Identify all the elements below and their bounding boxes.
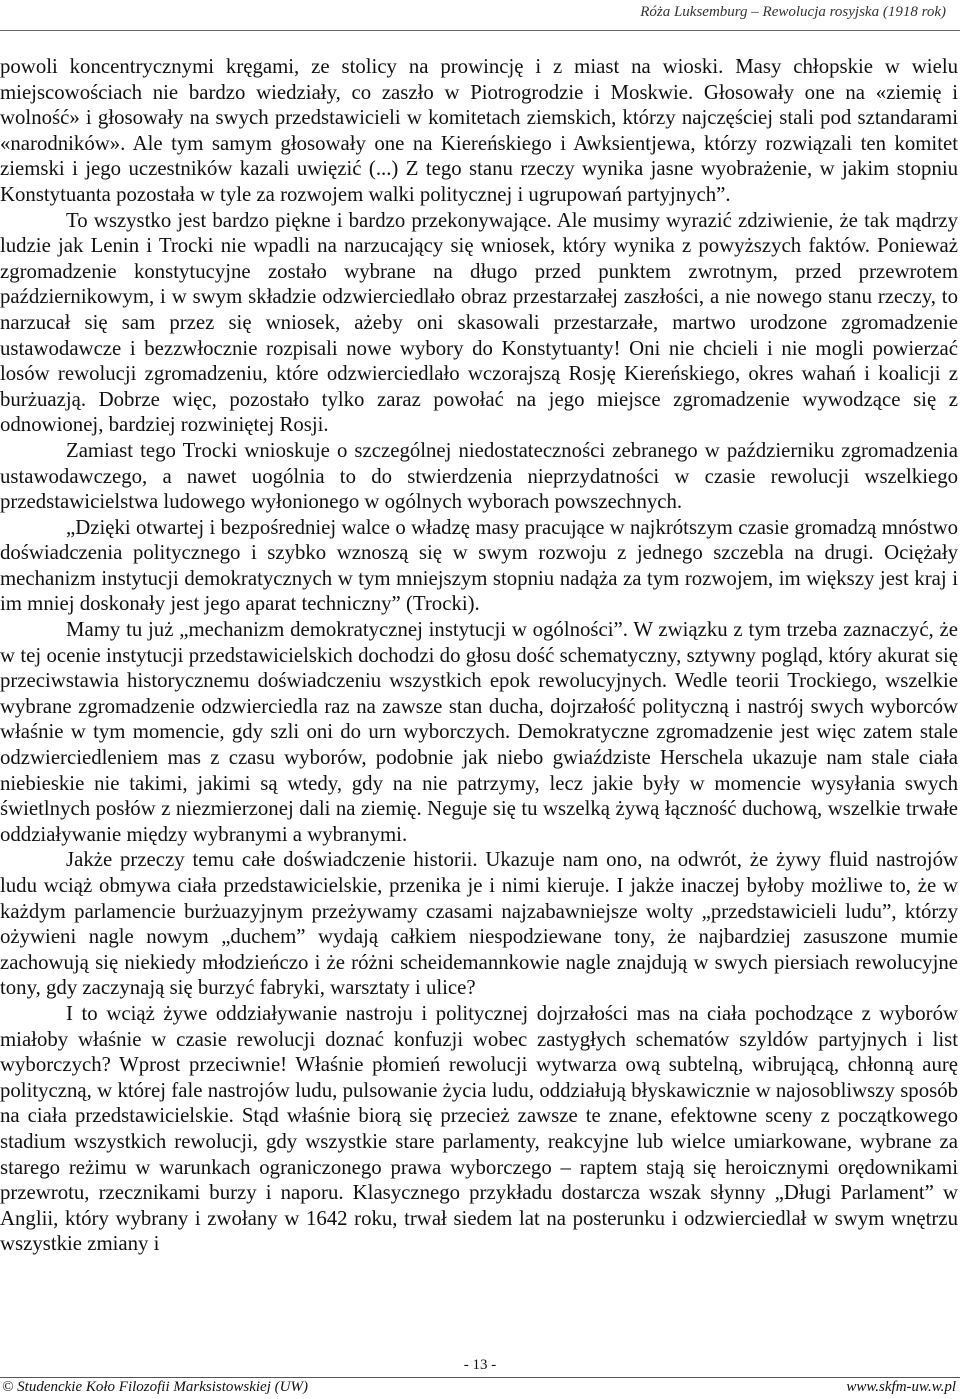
footer-website-link[interactable]: www.skfm-uw.w.pl	[846, 1379, 956, 1395]
paragraph-6: Jakże przeczy temu całe doświadczenie historii. Ukazuje nam ono, na odwrót, że żywy fluid nastrojów ludu wciąż obmywa ciała przedstawicielskie, przenika je i nimi kieruje. I jakże inaczej byłoby możliwe to, że w każdym parlamencie burżuazyjnym przeżywamy czasami najzabawniejsze wolty „przedstawicieli ludu”, którzy ożywieni nagle nowym „duchem” wydają całkiem niespodziewane tony, że najbardziej zasuszone mumie zachowują się niekiedy młodzieńczo i że różni scheidemannkowie nagle znajdują w swych piersiach rewolucyjne tony, gdy zaczynają się burzyć fabryki, warsztaty i ulice?	[0, 848, 958, 1000]
paragraph-7: I to wciąż żywe oddziaływanie nastroju i politycznej dojrzałości mas na ciała pochodzące z wyborów miałoby właśnie w czasie rewolucji doznać konfuzji wobec zastygłych schematów szyldów partyjnych i list wyborczych? Wprost przeciwnie! Właśnie płomień rewolucji wytwarza ową subtelną, wibrującą, chłonną aurę polityczną, w której fale nastrojów ludu, pulsowanie życia ludu, oddziałują błyskawicznie w najosobliwszy sposób na ciała przedstawicielskie. Stąd właśnie biorą się przecież zawsze te znane, efektowne sceny z początkowego stadium wszystkich rewolucji, gdy wszystkie stare parlamenty, reakcyjne lub wielce umiarkowane, wybrane za starego reżimu w warunkach ograniczonego prawa wyborczego – raptem stają się heroicznymi orędownikami przewrotu, rzecznikami burzy i naporu. Klasycznego przykładu dostarcza wszak słynny „Długi Parlament” w Anglii, który wybrany i zwołany w 1642 roku, trwał siedem lat na posterunku i odzwierciedlał w swym wnętrzu wszystkie zmiany i	[0, 1001, 958, 1256]
paragraph-3: Zamiast tego Trocki wnioskuje o szczególnej niedostateczności zebranego w październiku zgromadzenia ustawodawczego, a nawet uogólnia to do stwierdzenia nieprzydatności w czasie rewolucji wszelkiego przedstawicielstwa ludowego wyłonionego w ogólnych wyborach powszechnych.	[0, 438, 958, 514]
running-header-title: Róża Luksemburg – Rewolucja rosyjska (1918 rok)	[640, 4, 946, 20]
document-body	[0, 54, 958, 1257]
page-number: - 13 -	[463, 1357, 497, 1373]
footer-divider	[0, 1377, 960, 1378]
header-divider	[0, 30, 960, 31]
paragraph-2: To wszystko jest bardzo piękne i bardzo przekonywające. Ale musimy wyrazić zdziwienie, że tak mądrzy ludzie jak Lenin i Trocki nie wpadli na narzucający się wniosek, który wynika z powyższych faktów. Ponieważ zgromadzenie konstytucyjne zostało wybrane na długo przed punktem zwrotnym, przed przewrotem październikowym, i w swym składzie odzwierciedlało obraz przestarzałej zaszłości, a nie nowego stanu rzeczy, to narzucał się sam przez się wniosek, ażeby oni skasowali przestarzałe, martwo urodzone zgromadzenie ustawodawcze i bezzwłocznie rozpisali nowe wybory do Konstytuanty! Oni nie chcieli i nie mogli powierzać losów rewolucji zgromadzeniu, które odzwierciedlało wczorajszą Rosję Kiereńskiego, okres wahań i koalicji z burżuazją. Dobrze więc, pozostało tylko zaraz powołać na jego miejsce zgromadzenie wywodzące się z odnowionej, bardziej rozwiniętej Rosji.	[0, 208, 958, 437]
paragraph-5: Mamy tu już „mechanizm demokratycznej instytucji w ogólności”. W związku z tym trzeba zaznaczyć, że w tej ocenie instytucji przedstawicielskich dochodzi do głosu dość schematyczny, sztywny pogląd, który akurat się przeciwstawia historycznemu doświadczeniu wszystkich epok rewolucyjnych. Wedle teorii Trockiego, wszelkie wybrane zgromadzenie odzwierciedla raz na zawsze stan ducha, dojrzałość polityczną i nastrój swych wyborców właśnie w tym momencie, gdy szli oni do urn wyborczych. Demokratyczne zgromadzenie jest więc zatem stale odzwierciedleniem mas z czasu wyborów, podobnie jak niebo gwiaździste Herschela ukazuje nam stale ciała niebieskie nie takimi, jakimi są wtedy, gdy na nie patrzymy, lecz jakie były w momencie wysyłania swych świetlnych posłów z niezmierzonej dali na ziemię. Neguje się tu wszelką żywą łączność duchową, wszelkie trwałe oddziaływanie między wybranymi a wybranymi.	[0, 618, 958, 846]
paragraph-4: „Dzięki otwartej i bezpośredniej walce o władzę masy pracujące w najkrótszym czasie gromadzą mnóstwo doświadczenia politycznego i szybko wznoszą się w swym rozwoju z jednego szczebla na drugi. Ociężały mechanizm instytucji demokratycznych w tym mniejszym stopniu nadąża za tym rozwojem, im większy jest kraj i im mniej doskonały jest jego aparat techniczny” (Trocki).	[0, 515, 958, 616]
footer-copyright: © Studenckie Koło Filozofii Marksistowskiej (UW)	[2, 1379, 308, 1395]
paragraph-1: powoli koncentrycznymi kręgami, ze stolicy na prowincję i z miast na wioski. Masy chłopskie w wielu miejscowościach nie bardzo wiedziały, co zaszło w Piotrogrodzie i Moskwie. Głosowały one na «ziemię i wolność» i głosowały na swych przedstawicieli w komitetach ziemskich, którzy najczęściej stali pod sztandarami «narodników». Ale tym samym głosowały one na Kiereńskiego i Awksientjewa, którzy rozwiązali ten komitet ziemski i jego uczestników kazali uwięzić (...) Z tego stanu rzeczy wynika jasne wyobrażenie, w jakim stopniu Konstytuanta pozostała w tyle za rozwojem walki politycznej i ugrupowań partyjnych”.	[0, 55, 958, 206]
